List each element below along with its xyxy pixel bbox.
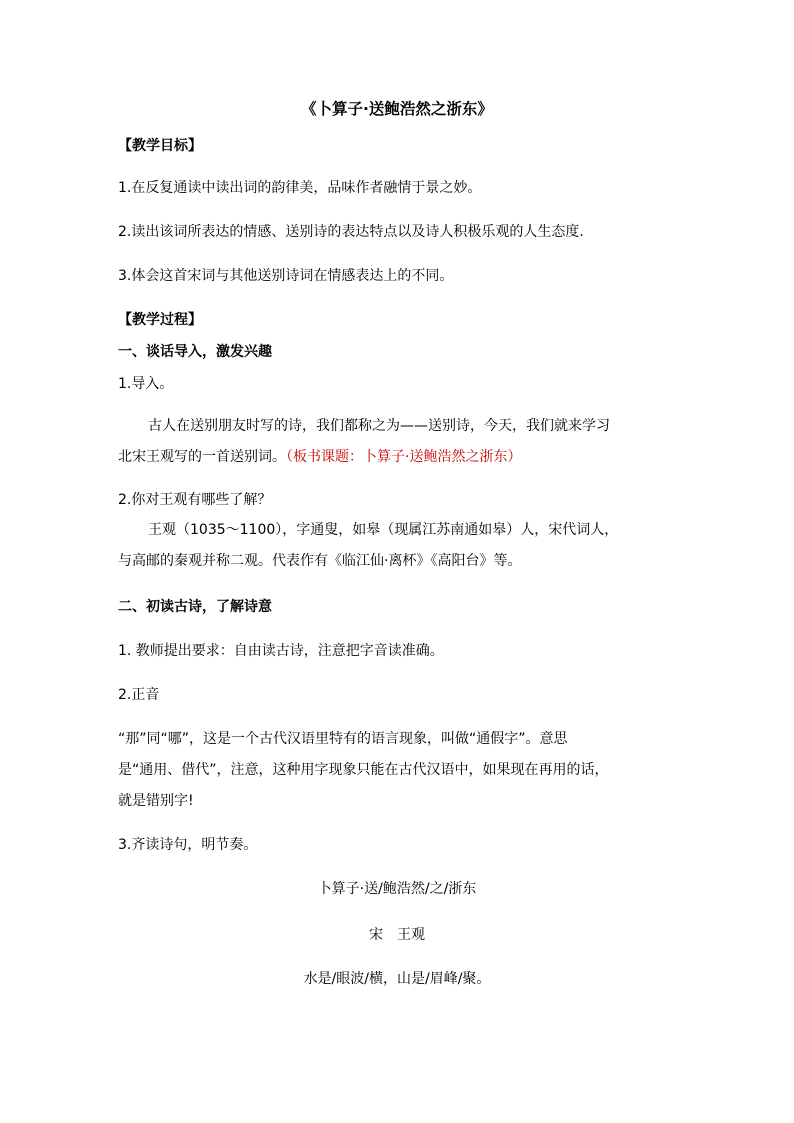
part2-paragraph-line-1: “那”同“哪”，这是一个古代汉语里特有的语言现象，叫做“通假字”。意思	[118, 731, 568, 747]
part1-paragraph-1-line-2	[118, 447, 688, 467]
part2-heading: 二、初读古诗，了解诗意	[118, 599, 272, 615]
part2-item-3: 3.齐读诗句，明节奏。	[118, 837, 258, 853]
poem-author: 宋 王观	[369, 927, 425, 943]
part2-item-1: 1. 教师提出要求：自由读古诗，注意把字音读准确。	[118, 643, 444, 659]
part1-item-2: 2.你对王观有哪些了解？	[118, 492, 272, 508]
part1-heading: 一、谈话导入，激发兴趣	[118, 344, 272, 360]
part1-item-1: 1.导入。	[118, 376, 174, 392]
part2-paragraph-line-2: 是“通用、借代”，注意，这种用字现象只能在古代汉语中，如果现在再用的话，	[118, 762, 609, 778]
goal-item-2: 2.读出该词所表达的情感、送别诗的表达特点以及诗人积极乐观的人生态度.	[118, 224, 584, 240]
part1-paragraph-2-line-1: 王观（1035～1100），字通叟，如皋（现属江苏南通如皋）人，宋代词人，	[148, 522, 619, 538]
section-heading-goals: 【教学目标】	[118, 138, 202, 154]
part2-item-2: 2.正音	[118, 687, 160, 703]
goal-item-1: 1.在反复通读中读出词的韵律美，品味作者融情于景之妙。	[118, 180, 482, 196]
goal-item-3: 3.体会这首宋词与其他送别诗词在情感表达上的不同。	[118, 268, 454, 284]
part1-paragraph-1-line-1: 古人在送别朋友时写的诗，我们都称之为——送别诗，今天，我们就来学习	[148, 418, 610, 434]
board-title-note: （板书课题：卜算子·送鲍浩然之浙东）	[286, 449, 522, 465]
part2-paragraph-line-3: 就是错别字!	[118, 793, 194, 809]
part1-paragraph-2-line-2: 与高邮的秦观并称二观。代表作有《临江仙·离杯》《高阳台》等。	[118, 553, 522, 569]
section-heading-process: 【教学过程】	[118, 312, 202, 328]
poem-title: 卜算子·送/鲍浩然/之/浙东	[317, 881, 477, 897]
part1-paragraph-1-text: 北宋王观写的一首送别词。	[118, 449, 286, 465]
document-title: 《卜算子·送鲍浩然之浙东》	[301, 100, 493, 118]
poem-line-1: 水是/眼波/横，山是/眉峰/聚。	[303, 971, 491, 987]
